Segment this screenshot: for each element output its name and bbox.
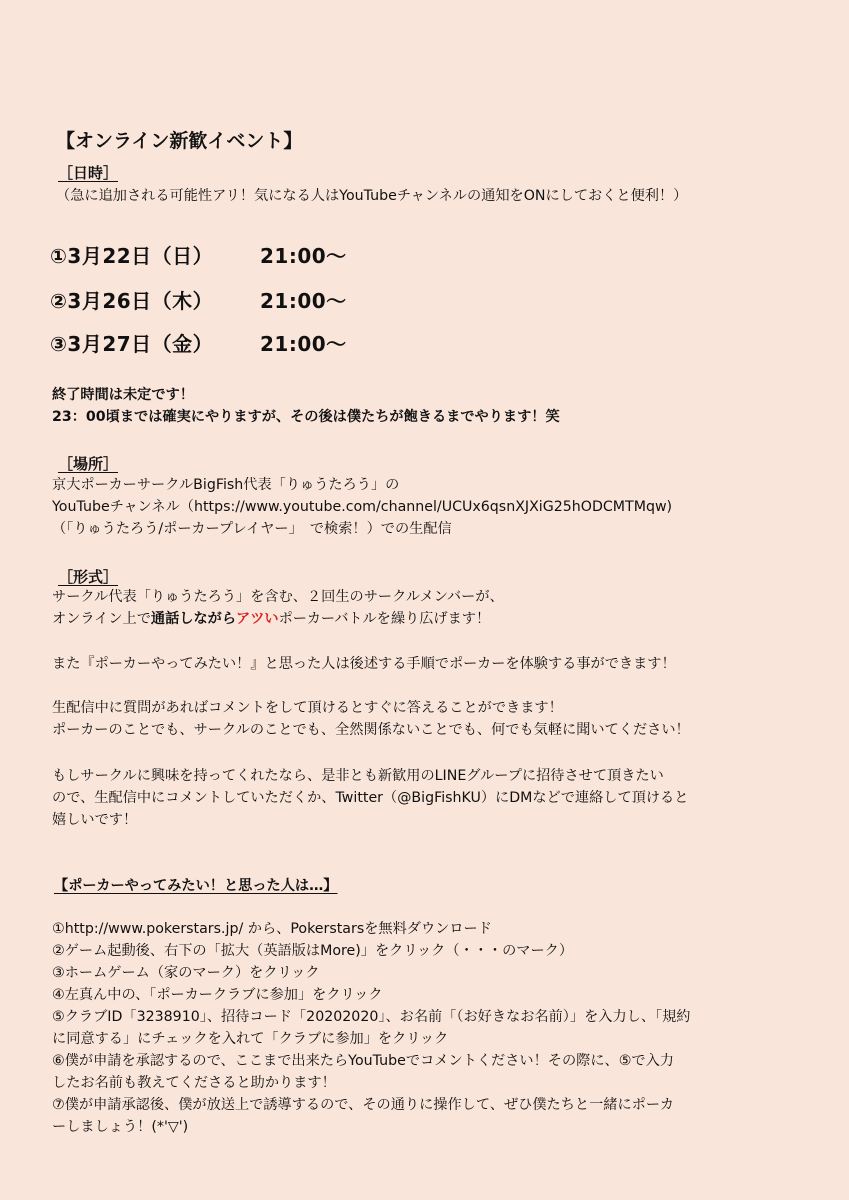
step-item: ⑦僕が申請承認後、僕が放送上で誘導するので、その通りに操作して、ぜひ僕たちと一緒にポーカ [52, 1097, 674, 1113]
event-title: 【オンライン新歓イベント】 [56, 130, 303, 152]
format-line2-highlight: アツい [236, 611, 279, 627]
format-line2-b: 通話しながら [150, 611, 237, 627]
format-paragraph-3-line1: 生配信中に質問があればコメントをして頂けるとすぐに答えることができます！ [52, 700, 563, 716]
date-2-time: 21:00〜 [260, 289, 347, 313]
place-line3: （「りゅうたろう/ポーカープレイヤー」 で検索！）での生配信 [52, 521, 452, 537]
step-item: ⑤クラブID「3238910」、招待コード「20202020」、お名前「（お好きなお名前）」を入力し、「規約 [52, 1009, 691, 1025]
schedule-note: （急に追加される可能性アリ！気になる人はYouTubeチャンネルの通知をONにしておくと便利！） [56, 188, 688, 204]
step-item: ④左真ん中の、「ポーカークラブに参加」をクリック [52, 987, 383, 1003]
format-paragraph-4-line1: もしサークルに興味を持ってくれたなら、是非とも新歓用のLINEグループに招待させて頂きたい [52, 768, 664, 784]
date-2 [50, 285, 347, 314]
steps-heading: 【ポーカーやってみたい！と思った人は…】 [54, 878, 338, 894]
step-item: ⑥僕が申請を承認するので、ここまで出来たらYouTubeでコメントください！その際に、⑤で入力 [52, 1053, 674, 1069]
date-1 [50, 240, 347, 269]
date-3 [50, 328, 347, 357]
format-paragraph-4-line2: ので、生配信中にコメントしていただくか、Twitter（@BigFishKU）にDMなどで連絡して頂けると [52, 790, 689, 806]
schedule-heading: ［日時］ [58, 164, 119, 182]
format-paragraph-3-line2: ポーカーのことでも、サークルのことでも、全然関係ないことでも、何でも気軽に聞いてください！ [52, 722, 690, 738]
end-time-line2: 23：00頃までは確実にやりますが、その後は僕たちが飽きるまでやります！笑 [52, 409, 560, 425]
place-heading: ［場所］ [58, 455, 119, 473]
format-line1: サークル代表「りゅうたろう」を含む、２回生のサークルメンバーが、 [52, 589, 504, 605]
date-1-day: ①3月22日（日） [50, 244, 214, 268]
step-item: ①http://www.pokerstars.jp/ から、Pokerstarsを無料ダウンロード [52, 921, 492, 937]
step-item: ③ホームゲーム（家のマーク）をクリック [52, 965, 320, 981]
date-1-time: 21:00〜 [260, 244, 347, 268]
date-3-time: 21:00〜 [260, 332, 347, 356]
step-item: ーしましょう！(*'▽') [52, 1119, 189, 1135]
step-item: したお名前も教えてくださると助かります！ [52, 1075, 336, 1091]
date-2-day: ②3月26日（木） [50, 289, 214, 313]
step-item: ②ゲーム起動後、右下の「拡大（英語版はMore)」をクリック（・・・のマーク） [52, 943, 574, 959]
end-time-line1: 終了時間は未定です！ [52, 387, 194, 403]
format-heading: ［形式］ [58, 568, 119, 586]
date-3-day: ③3月27日（金） [50, 332, 214, 356]
format-line2 [52, 609, 490, 630]
format-paragraph-4-line3: 嬉しいです！ [52, 812, 138, 828]
place-line1: 京大ポーカーサークルBigFish代表「りゅうたろう」の [52, 477, 400, 493]
format-paragraph-2: また『ポーカーやってみたい！』と思った人は後述する手順でポーカーを体験する事ができます！ [52, 656, 676, 672]
format-line2-d: ポーカーバトルを繰り広げます！ [278, 611, 491, 627]
format-line2-a: オンライン上で [52, 611, 151, 627]
place-line2: YouTubeチャンネル（https://www.youtube.com/channel/UCUx6qsnXJXiG25hODCMTMqw) [52, 499, 673, 515]
step-item: に同意する」にチェックを入れて「クラブに参加」をクリック [52, 1031, 449, 1047]
